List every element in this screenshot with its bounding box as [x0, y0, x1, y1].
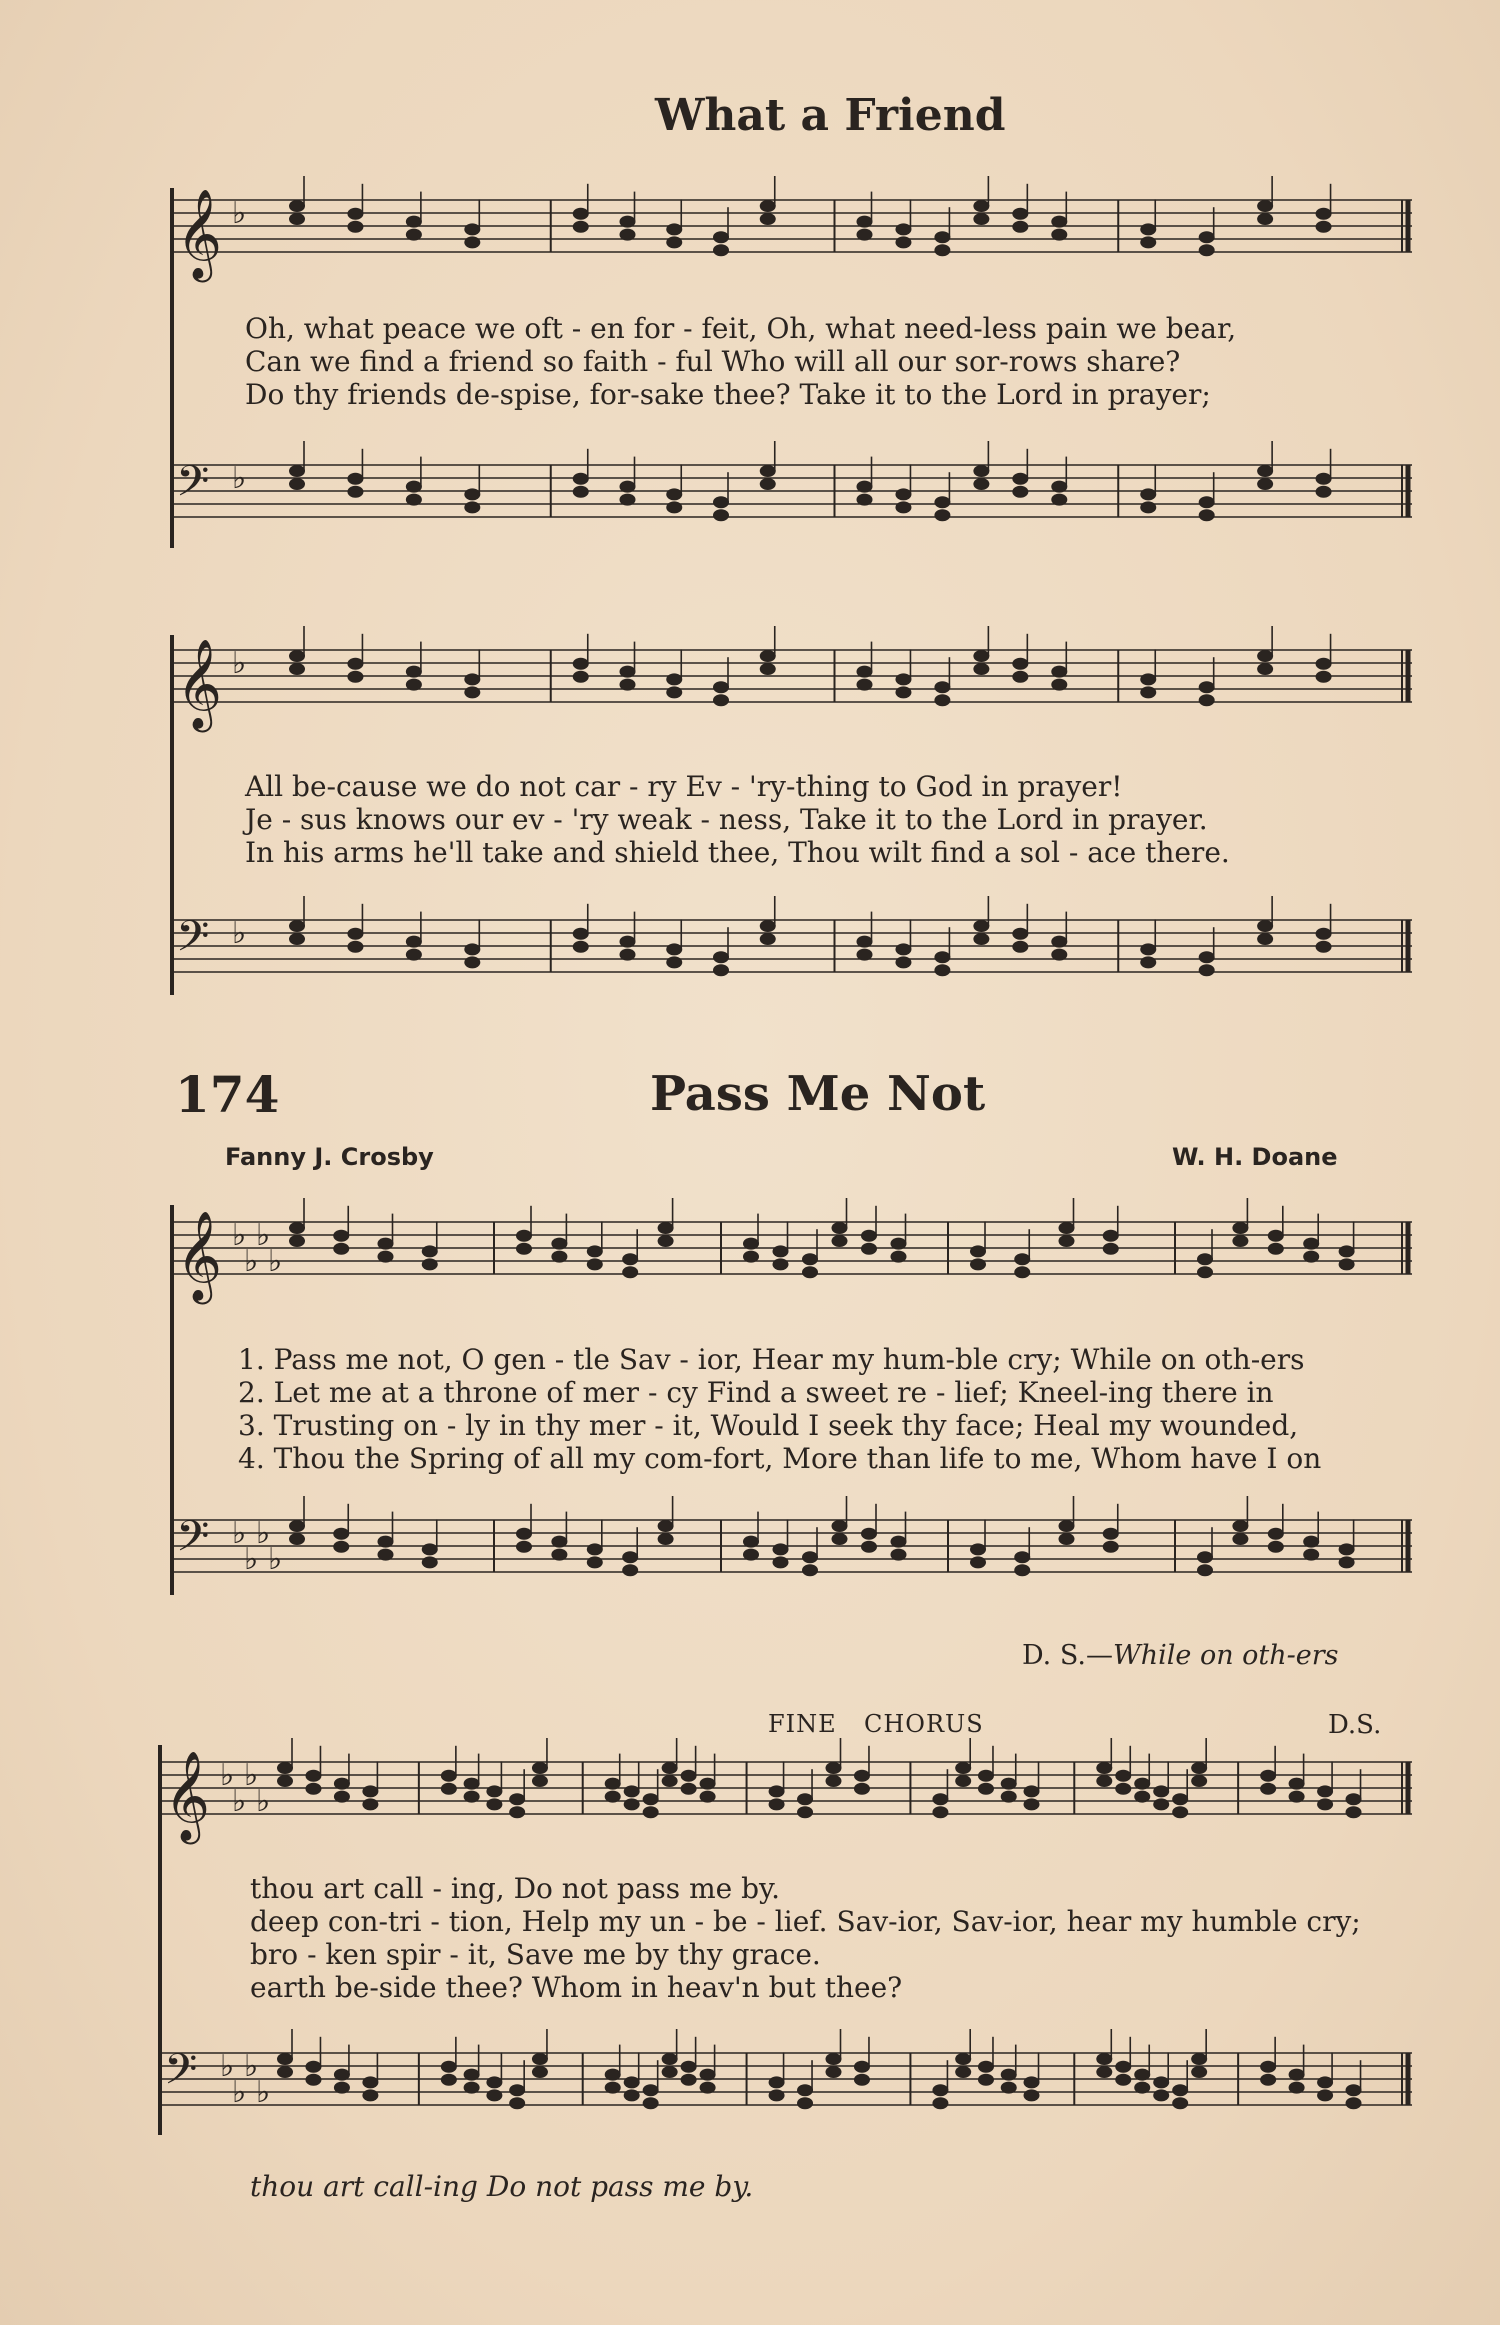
- ds-label: D. S.—: [1022, 1640, 1113, 1671]
- lyric-line: earth be-side thee? Whom in heav'n but thee?: [250, 1971, 903, 2004]
- svg-text:♭: ♭: [232, 2075, 247, 2110]
- lyric-line: All be-cause we do not car - ry Ev - 'ry-thing to God in prayer!: [245, 770, 1123, 803]
- svg-text:♭: ♭: [268, 1244, 283, 1279]
- svg-text:𝄞: 𝄞: [164, 1751, 211, 1841]
- svg-text:𝄢: 𝄢: [176, 1512, 210, 1572]
- svg-text:♭: ♭: [244, 1244, 259, 1279]
- hymn-title-what-a-friend: What a Friend: [655, 90, 1006, 141]
- hymn-number: 174: [175, 1065, 280, 1124]
- lyric-line: 2. Let me at a throne of mer - cy Find a sweet re - lief; Kneel-ing there in: [238, 1376, 1274, 1409]
- bass-staff-4: [160, 2043, 1412, 2133]
- svg-text:♭: ♭: [244, 1542, 259, 1577]
- svg-text:𝄢: 𝄢: [164, 2045, 198, 2105]
- svg-text:𝄞: 𝄞: [176, 639, 223, 729]
- svg-text:𝄞: 𝄞: [176, 189, 223, 279]
- svg-text:♭: ♭: [256, 2075, 271, 2110]
- svg-text:♭: ♭: [220, 2049, 235, 2084]
- ds-instruction: [1022, 1640, 1339, 1671]
- chorus-label: CHORUS: [864, 1710, 984, 1738]
- bass-staff-2: [172, 910, 1412, 1000]
- svg-text:♭: ♭: [268, 1542, 283, 1577]
- bottom-lyric: thou art call-ing Do not pass me by.: [250, 2170, 754, 2203]
- lyric-line: thou art call - ing, Do not pass me by.: [250, 1872, 781, 1905]
- lyricist-credit: Fanny J. Crosby: [225, 1143, 434, 1171]
- treble-staff-3: [172, 1212, 1412, 1302]
- svg-text:♭: ♭: [256, 1516, 271, 1551]
- ds-mark: D.S.: [1328, 1710, 1382, 1740]
- svg-text:♭: ♭: [232, 1516, 247, 1551]
- lyric-line: Do thy friends de-spise, for-sake thee? Take it to the Lord in prayer;: [245, 378, 1211, 411]
- lyrics-chorus: [250, 1872, 1361, 2004]
- svg-text:♭: ♭: [232, 196, 247, 231]
- lyric-line: 4. Thou the Spring of all my com-fort, More than life to me, Whom have I on: [238, 1442, 1322, 1475]
- lyric-line: In his arms he'll take and shield thee, Thou wilt find a sol - ace there.: [245, 836, 1230, 869]
- fine-label: FINE: [768, 1710, 837, 1738]
- bass-staff-3: [172, 1510, 1412, 1600]
- svg-text:𝄢: 𝄢: [176, 457, 210, 517]
- lyric-line: bro - ken spir - it, Save me by thy grace.: [250, 1938, 821, 1971]
- hymn-title-pass-me-not: Pass Me Not: [650, 1066, 986, 1122]
- svg-text:𝄢: 𝄢: [176, 912, 210, 972]
- svg-text:♭: ♭: [232, 1784, 247, 1819]
- svg-text:♭: ♭: [220, 1758, 235, 1793]
- treble-staff-2: [172, 640, 1412, 730]
- treble-staff-4: [160, 1752, 1412, 1842]
- ds-text: While on oth-ers: [1112, 1640, 1339, 1671]
- lyrics-verses: [238, 1343, 1321, 1475]
- svg-text:♭: ♭: [256, 1218, 271, 1253]
- lyrics-system-2: [245, 770, 1230, 869]
- svg-text:𝄞: 𝄞: [176, 1211, 223, 1301]
- lyric-line: Can we find a friend so faith - ful Who will all our sor-rows share?: [245, 345, 1181, 378]
- svg-text:♭: ♭: [256, 1784, 271, 1819]
- svg-text:♭: ♭: [232, 646, 247, 681]
- lyric-line: Je - sus knows our ev - 'ry weak - ness, Take it to the Lord in prayer.: [245, 803, 1208, 836]
- treble-staff-1: [172, 190, 1412, 280]
- lyric-line: deep con-tri - tion, Help my un - be - lief. Sav-ior, Sav-ior, hear my humble cry;: [250, 1905, 1361, 1938]
- lyric-line: 1. Pass me not, O gen - tle Sav - ior, Hear my hum-ble cry; While on oth-ers: [238, 1343, 1305, 1376]
- bass-staff-1: [172, 455, 1412, 545]
- lyric-line: 3. Trusting on - ly in thy mer - it, Would I seek thy face; Heal my wounded,: [238, 1409, 1299, 1442]
- svg-text:♭: ♭: [244, 2049, 259, 2084]
- lyric-line: Oh, what peace we oft - en for - feit, Oh, what need-less pain we bear,: [245, 312, 1237, 345]
- svg-text:♭: ♭: [232, 461, 247, 496]
- svg-text:♭: ♭: [232, 1218, 247, 1253]
- composer-credit: W. H. Doane: [1172, 1143, 1338, 1171]
- lyrics-system-1: [245, 312, 1236, 411]
- svg-text:♭: ♭: [244, 1758, 259, 1793]
- svg-text:♭: ♭: [232, 916, 247, 951]
